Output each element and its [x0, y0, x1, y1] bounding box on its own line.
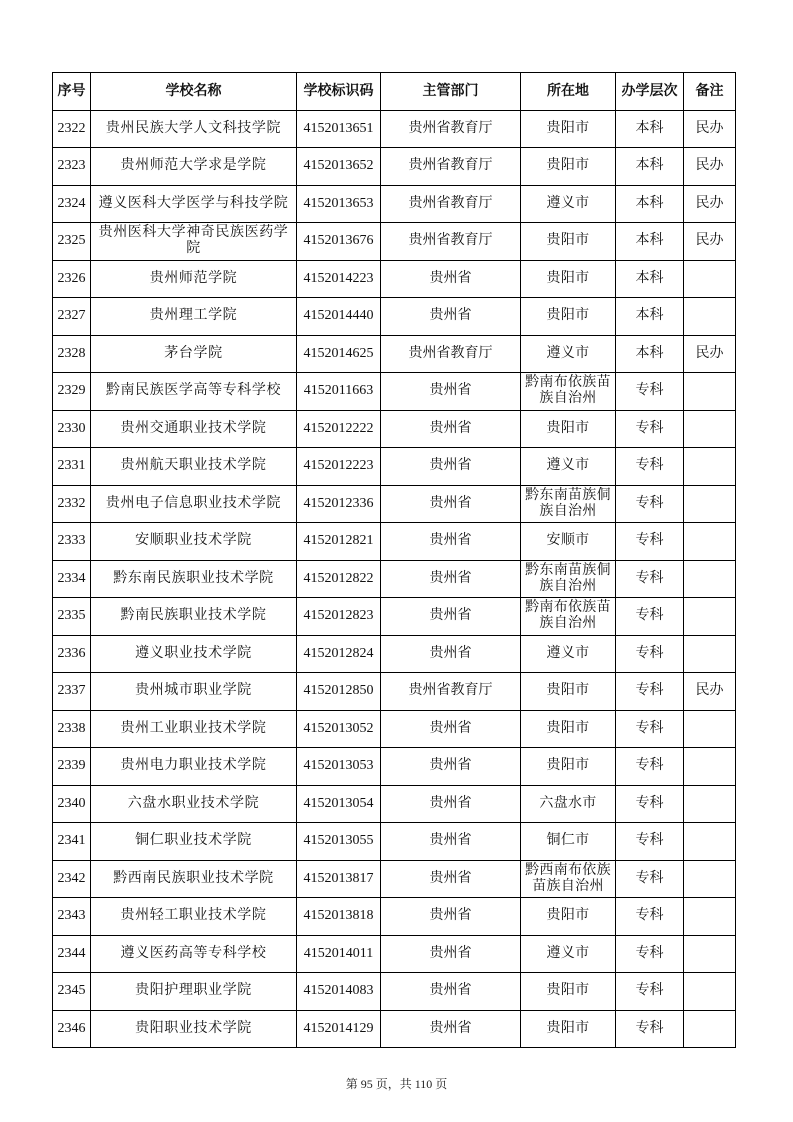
cell-department: 贵州省 — [381, 560, 521, 598]
cell-school-name: 贵州医科大学神奇民族医药学院 — [91, 223, 297, 261]
table-row — [53, 823, 736, 861]
table-row — [53, 673, 736, 711]
cell-note — [684, 710, 736, 748]
cell-seq: 2337 — [53, 673, 91, 711]
table-row — [53, 635, 736, 673]
cell-seq: 2323 — [53, 148, 91, 186]
cell-school-name: 贵州理工学院 — [91, 298, 297, 336]
cell-seq: 2327 — [53, 298, 91, 336]
table-row — [53, 110, 736, 148]
cell-school-name: 黔西南民族职业技术学院 — [91, 860, 297, 898]
cell-school-name: 遵义医药高等专科学校 — [91, 935, 297, 973]
header-location: 所在地 — [521, 73, 616, 111]
cell-department: 贵州省 — [381, 373, 521, 411]
cell-school-code: 4152014625 — [297, 335, 381, 373]
cell-location: 遵义市 — [521, 635, 616, 673]
cell-school-name: 贵阳职业技术学院 — [91, 1010, 297, 1048]
cell-level: 专科 — [616, 673, 684, 711]
cell-level: 专科 — [616, 1010, 684, 1048]
cell-location: 贵阳市 — [521, 973, 616, 1011]
cell-school-name: 贵州工业职业技术学院 — [91, 710, 297, 748]
cell-note — [684, 1010, 736, 1048]
cell-note: 民办 — [684, 223, 736, 261]
cell-seq: 2340 — [53, 785, 91, 823]
cell-note — [684, 785, 736, 823]
cell-level: 专科 — [616, 748, 684, 786]
cell-location: 贵阳市 — [521, 260, 616, 298]
table-row — [53, 485, 736, 523]
cell-seq: 2334 — [53, 560, 91, 598]
cell-school-code: 4152013053 — [297, 748, 381, 786]
cell-location: 贵阳市 — [521, 110, 616, 148]
cell-school-code: 4152014223 — [297, 260, 381, 298]
cell-seq: 2332 — [53, 485, 91, 523]
cell-location: 贵阳市 — [521, 1010, 616, 1048]
cell-department: 贵州省 — [381, 410, 521, 448]
table-row — [53, 710, 736, 748]
table-row — [53, 335, 736, 373]
table-row — [53, 935, 736, 973]
cell-school-name: 贵州交通职业技术学院 — [91, 410, 297, 448]
table-row — [53, 598, 736, 636]
cell-seq: 2331 — [53, 448, 91, 486]
cell-school-code: 4152012850 — [297, 673, 381, 711]
cell-location: 遵义市 — [521, 185, 616, 223]
cell-note — [684, 823, 736, 861]
cell-department: 贵州省 — [381, 823, 521, 861]
cell-note: 民办 — [684, 185, 736, 223]
cell-school-name: 贵州城市职业学院 — [91, 673, 297, 711]
cell-department: 贵州省教育厅 — [381, 673, 521, 711]
cell-seq: 2339 — [53, 748, 91, 786]
cell-level: 本科 — [616, 223, 684, 261]
cell-seq: 2326 — [53, 260, 91, 298]
cell-department: 贵州省 — [381, 898, 521, 936]
table-row — [53, 560, 736, 598]
cell-seq: 2336 — [53, 635, 91, 673]
cell-location: 贵阳市 — [521, 673, 616, 711]
cell-location: 贵阳市 — [521, 748, 616, 786]
cell-department: 贵州省 — [381, 260, 521, 298]
cell-school-code: 4152012336 — [297, 485, 381, 523]
cell-note — [684, 973, 736, 1011]
cell-school-name: 贵州民族大学人文科技学院 — [91, 110, 297, 148]
cell-school-name: 贵州电力职业技术学院 — [91, 748, 297, 786]
cell-school-code: 4152012821 — [297, 523, 381, 561]
page-footer: 第 95 页，共 110 页 — [345, 1077, 448, 1091]
cell-note — [684, 898, 736, 936]
table-row — [53, 373, 736, 411]
cell-school-code: 4152013818 — [297, 898, 381, 936]
cell-school-code: 4152012223 — [297, 448, 381, 486]
cell-school-name: 黔东南民族职业技术学院 — [91, 560, 297, 598]
cell-department: 贵州省教育厅 — [381, 335, 521, 373]
cell-school-code: 4152013651 — [297, 110, 381, 148]
cell-note: 民办 — [684, 673, 736, 711]
cell-department: 贵州省 — [381, 748, 521, 786]
table-body — [53, 110, 736, 1048]
cell-school-name: 黔南民族职业技术学院 — [91, 598, 297, 636]
cell-department: 贵州省 — [381, 973, 521, 1011]
cell-school-code: 4152011663 — [297, 373, 381, 411]
cell-department: 贵州省 — [381, 710, 521, 748]
cell-location: 安顺市 — [521, 523, 616, 561]
cell-level: 本科 — [616, 110, 684, 148]
table-header — [53, 73, 736, 111]
cell-school-name: 安顺职业技术学院 — [91, 523, 297, 561]
cell-level: 专科 — [616, 635, 684, 673]
cell-school-code: 4152012824 — [297, 635, 381, 673]
cell-school-code: 4152014011 — [297, 935, 381, 973]
cell-school-code: 4152014129 — [297, 1010, 381, 1048]
cell-department: 贵州省 — [381, 485, 521, 523]
cell-seq: 2335 — [53, 598, 91, 636]
cell-location: 黔南布依族苗族自治州 — [521, 373, 616, 411]
cell-department: 贵州省教育厅 — [381, 223, 521, 261]
cell-level: 专科 — [616, 485, 684, 523]
table-row — [53, 523, 736, 561]
cell-note — [684, 410, 736, 448]
cell-note — [684, 598, 736, 636]
table-row — [53, 223, 736, 261]
cell-note — [684, 860, 736, 898]
table-row — [53, 298, 736, 336]
cell-location: 铜仁市 — [521, 823, 616, 861]
cell-school-code: 4152013055 — [297, 823, 381, 861]
cell-level: 专科 — [616, 898, 684, 936]
cell-school-name: 遵义职业技术学院 — [91, 635, 297, 673]
cell-school-code: 4152012822 — [297, 560, 381, 598]
cell-level: 专科 — [616, 373, 684, 411]
cell-school-code: 4152013052 — [297, 710, 381, 748]
cell-location: 贵阳市 — [521, 710, 616, 748]
cell-department: 贵州省 — [381, 523, 521, 561]
cell-school-code: 4152014083 — [297, 973, 381, 1011]
cell-level: 专科 — [616, 823, 684, 861]
cell-school-code: 4152013652 — [297, 148, 381, 186]
cell-note — [684, 260, 736, 298]
cell-department: 贵州省教育厅 — [381, 185, 521, 223]
cell-school-name: 茅台学院 — [91, 335, 297, 373]
cell-department: 贵州省 — [381, 860, 521, 898]
table-row — [53, 410, 736, 448]
cell-level: 本科 — [616, 298, 684, 336]
cell-department: 贵州省 — [381, 1010, 521, 1048]
cell-school-name: 贵州师范大学求是学院 — [91, 148, 297, 186]
table-row — [53, 1010, 736, 1048]
cell-location: 黔东南苗族侗族自治州 — [521, 485, 616, 523]
table-header-row — [53, 73, 736, 111]
cell-department: 贵州省 — [381, 635, 521, 673]
cell-seq: 2330 — [53, 410, 91, 448]
cell-school-code: 4152012222 — [297, 410, 381, 448]
table-row — [53, 748, 736, 786]
cell-school-name: 贵州电子信息职业技术学院 — [91, 485, 297, 523]
cell-seq: 2322 — [53, 110, 91, 148]
cell-seq: 2338 — [53, 710, 91, 748]
cell-seq: 2342 — [53, 860, 91, 898]
cell-level: 本科 — [616, 185, 684, 223]
cell-seq: 2344 — [53, 935, 91, 973]
cell-seq: 2333 — [53, 523, 91, 561]
cell-school-name: 贵州航天职业技术学院 — [91, 448, 297, 486]
cell-department: 贵州省 — [381, 935, 521, 973]
cell-school-name: 铜仁职业技术学院 — [91, 823, 297, 861]
cell-department: 贵州省 — [381, 598, 521, 636]
cell-level: 专科 — [616, 560, 684, 598]
cell-level: 专科 — [616, 410, 684, 448]
cell-school-name: 贵州轻工职业技术学院 — [91, 898, 297, 936]
cell-location: 贵阳市 — [521, 298, 616, 336]
cell-note: 民办 — [684, 148, 736, 186]
table-row — [53, 785, 736, 823]
header-level: 办学层次 — [616, 73, 684, 111]
cell-location: 黔东南苗族侗族自治州 — [521, 560, 616, 598]
cell-level: 专科 — [616, 973, 684, 1011]
cell-level: 专科 — [616, 785, 684, 823]
cell-location: 黔西南布依族苗族自治州 — [521, 860, 616, 898]
cell-note — [684, 635, 736, 673]
school-list-table-container — [52, 72, 735, 1048]
cell-school-code: 4152013653 — [297, 185, 381, 223]
cell-note — [684, 935, 736, 973]
cell-level: 本科 — [616, 335, 684, 373]
cell-level: 专科 — [616, 448, 684, 486]
cell-note — [684, 560, 736, 598]
cell-note — [684, 748, 736, 786]
cell-seq: 2325 — [53, 223, 91, 261]
cell-school-code: 4152014440 — [297, 298, 381, 336]
cell-department: 贵州省教育厅 — [381, 110, 521, 148]
cell-note: 民办 — [684, 110, 736, 148]
header-seq: 序号 — [53, 73, 91, 111]
table-row — [53, 860, 736, 898]
cell-department: 贵州省 — [381, 298, 521, 336]
cell-school-code: 4152012823 — [297, 598, 381, 636]
cell-seq: 2346 — [53, 1010, 91, 1048]
cell-level: 本科 — [616, 148, 684, 186]
cell-location: 遵义市 — [521, 935, 616, 973]
cell-location: 黔南布依族苗族自治州 — [521, 598, 616, 636]
cell-location: 贵阳市 — [521, 223, 616, 261]
cell-level: 专科 — [616, 860, 684, 898]
table-row — [53, 973, 736, 1011]
cell-seq: 2324 — [53, 185, 91, 223]
cell-department: 贵州省 — [381, 448, 521, 486]
cell-school-code: 4152013054 — [297, 785, 381, 823]
cell-seq: 2329 — [53, 373, 91, 411]
cell-level: 专科 — [616, 710, 684, 748]
cell-school-name: 六盘水职业技术学院 — [91, 785, 297, 823]
cell-location: 贵阳市 — [521, 898, 616, 936]
school-list-table — [52, 72, 736, 1048]
table-row — [53, 185, 736, 223]
cell-note — [684, 448, 736, 486]
table-row — [53, 448, 736, 486]
header-school-name: 学校名称 — [91, 73, 297, 111]
cell-seq: 2341 — [53, 823, 91, 861]
cell-seq: 2343 — [53, 898, 91, 936]
header-note: 备注 — [684, 73, 736, 111]
cell-location: 六盘水市 — [521, 785, 616, 823]
cell-school-name: 贵州师范学院 — [91, 260, 297, 298]
cell-department: 贵州省教育厅 — [381, 148, 521, 186]
cell-note — [684, 485, 736, 523]
cell-seq: 2345 — [53, 973, 91, 1011]
cell-seq: 2328 — [53, 335, 91, 373]
cell-location: 遵义市 — [521, 335, 616, 373]
cell-location: 贵阳市 — [521, 410, 616, 448]
cell-school-code: 4152013676 — [297, 223, 381, 261]
header-department: 主管部门 — [381, 73, 521, 111]
cell-school-name: 黔南民族医学高等专科学校 — [91, 373, 297, 411]
cell-level: 专科 — [616, 935, 684, 973]
cell-department: 贵州省 — [381, 785, 521, 823]
cell-school-name: 贵阳护理职业学院 — [91, 973, 297, 1011]
cell-location: 遵义市 — [521, 448, 616, 486]
cell-school-name: 遵义医科大学医学与科技学院 — [91, 185, 297, 223]
table-row — [53, 898, 736, 936]
table-row — [53, 260, 736, 298]
cell-note — [684, 523, 736, 561]
cell-note — [684, 298, 736, 336]
table-row — [53, 148, 736, 186]
cell-note — [684, 373, 736, 411]
cell-school-code: 4152013817 — [297, 860, 381, 898]
cell-level: 本科 — [616, 260, 684, 298]
header-school-code: 学校标识码 — [297, 73, 381, 111]
cell-note: 民办 — [684, 335, 736, 373]
cell-location: 贵阳市 — [521, 148, 616, 186]
cell-level: 专科 — [616, 598, 684, 636]
cell-level: 专科 — [616, 523, 684, 561]
